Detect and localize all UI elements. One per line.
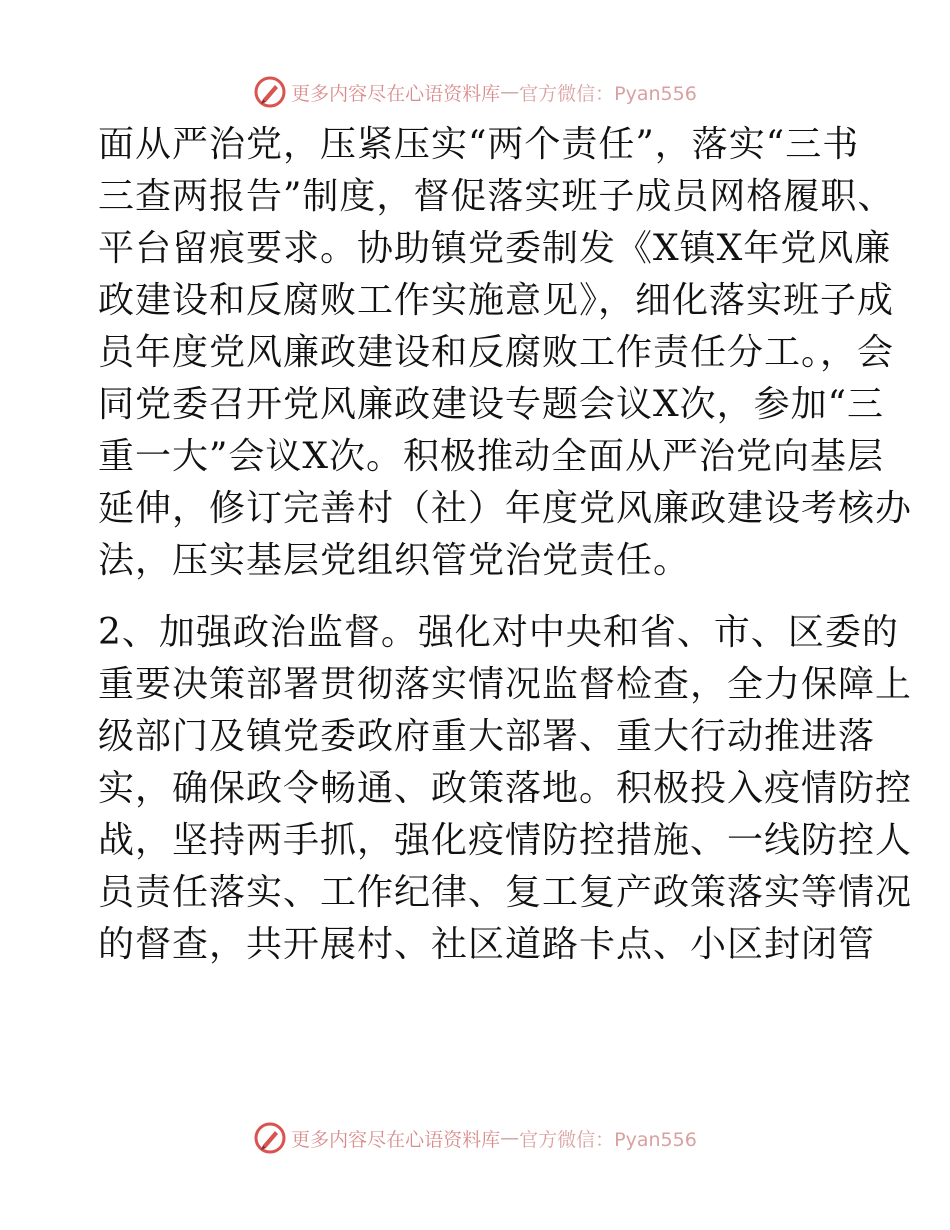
text-line: 员年度党风廉政建设和反腐败工作责任分工。，会 <box>98 332 895 373</box>
text-line: 平台留痕要求。协助镇党委制发《X镇X年党风廉 <box>98 228 892 269</box>
text-line: 同党委召开党风廉政建设专题会议X次，参加“三 <box>98 384 885 425</box>
footer-separator: — <box>500 1127 520 1149</box>
text-line: 法，压实基层党组织管党治党责任。 <box>98 540 691 581</box>
text-line: 实，确保政令畅通、政策落地。积极投入疫情防控 <box>98 768 913 809</box>
text-line: 战，坚持两手抓，强化疫情防控措施、一线防控人 <box>98 820 913 861</box>
footer-wechat-id: 官方微信：Pyan556 <box>519 1128 697 1151</box>
paragraph-1 <box>98 119 913 587</box>
footer-site-name: 更多内容尽在心语资料库 <box>291 1128 501 1151</box>
pen-circle-logo-icon <box>253 75 287 109</box>
text-line: 政建设和反腐败工作实施意见》，细化落实班子成 <box>98 280 895 321</box>
header-separator: — <box>500 81 520 103</box>
text-line: 三查两报告”制度，督促落实班子成员网格履职、 <box>98 176 895 217</box>
text-line: 员责任落实、工作纪律、复工复产政策落实等情况 <box>98 872 913 913</box>
text-line: 2、加强政治监督。强化对中央和省、市、区委的 <box>98 612 899 653</box>
header-site-name: 更多内容尽在心语资料库 <box>291 82 501 105</box>
header-watermark <box>0 70 950 114</box>
paragraph-2 <box>98 607 913 971</box>
footer-watermark <box>0 1116 950 1160</box>
text-line: 级部门及镇党委政府重大部署、重大行动推进落 <box>98 716 876 757</box>
text-line: 的督查，共开展村、社区道路卡点、小区封闭管 <box>98 924 876 965</box>
text-line: 重要决策部署贯彻落实情况监督检查，全力保障上 <box>98 664 913 705</box>
header-wechat-id: 官方微信：Pyan556 <box>519 82 697 105</box>
pen-circle-logo-icon <box>253 1121 287 1155</box>
text-line: 面从严治党，压紧压实“两个责任”，落实“三书 <box>98 124 860 165</box>
text-line: 延伸，修订完善村（社）年度党风廉政建设考核办 <box>98 488 913 529</box>
text-line: 重一大”会议X次。积极推动全面从严治党向基层 <box>98 436 885 477</box>
document-body <box>98 119 913 971</box>
